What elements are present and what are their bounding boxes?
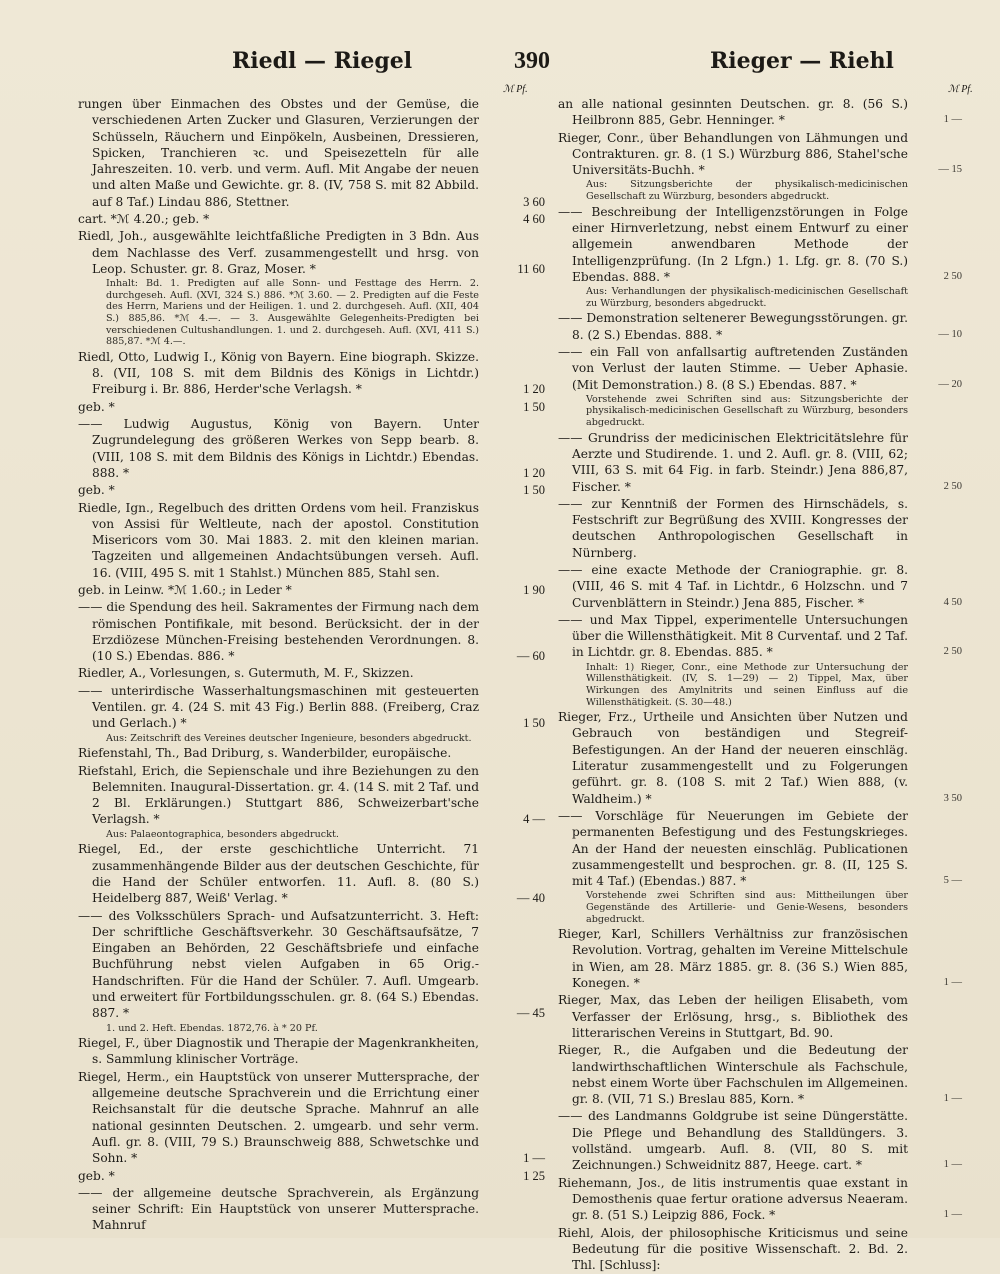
entry-note bbox=[558, 286, 958, 309]
entry-text: an alle national gesinnten Deutschen. gr. 8. (56 S.) Heilbronn 885, Gebr. Henninger. * bbox=[558, 97, 908, 128]
entry-text: —— unterirdische Wasserhaltungsmaschinen mit gesteuerten Ventilen. gr. 4. (24 S. mit 43 Fig.) Berlin 888. (Freiberg, Craz und Gerlach.) * bbox=[78, 683, 479, 731]
entry-note bbox=[78, 733, 545, 745]
entry-text: Riegel, F., über Diagnostik und Therapie der Magenkrankheiten, s. Sammlung klinischer Vorträge. bbox=[78, 1036, 479, 1067]
entry-text: Rieger, Frz., Urtheile und Ansichten über Nutzen und Gebrauch von beständigen und Stegreif-Befestigungen. An der Hand der neueren einschläg. Literatur zusammengestellt und zu Folgerungen geführt. gr. 8. (108 S. mit 2 Taf.) Wien 888, (v. Waldheim.) * bbox=[558, 710, 908, 806]
entry-text: Rieger, Karl, Schillers Verhältniss zur französischen Revolution. Vortrag, gehalten im Vereine Mittelschule in Wien, am 28. März 1885. gr. 8. (36 S.) Wien 885, Konegen. * bbox=[558, 927, 908, 991]
entry-text: Riedler, A., Vorlesungen, s. Gutermuth, M. F., Skizzen. bbox=[78, 666, 414, 681]
right-column bbox=[558, 86, 962, 1274]
entry-text: Riegel, Ed., der erste geschichtliche Unterricht. 71 zusammenhängende Bilder aus der deutschen Geschichte, für die Hand der Schüler entworfen. 11. Aufl. 8. (80 S.) Heidelberg 887, Weiß' Verlag. * bbox=[78, 842, 479, 906]
catalog-entry bbox=[558, 496, 958, 561]
entry-note bbox=[78, 1023, 545, 1035]
catalog-entry bbox=[78, 1035, 545, 1068]
entry-text: —— und Max Tippel, experimentelle Untersuchungen über die Willensthätigkeit. Mit 8 Curventaf. und 2 Taf. in Lichtdr. gr. 8. Ebendas. 885. * bbox=[558, 612, 908, 660]
catalog-entry bbox=[558, 96, 962, 129]
entry-price: 1 20 bbox=[523, 382, 545, 397]
entry-text: —— Ludwig Augustus, König von Bayern. Unter Zugrundelegung des größeren Werkes von Sepp bearb. 8. (VIII, 108 S. mit dem Bildnis des Königs in Lichtdr.) Ebendas. 888. * bbox=[78, 417, 479, 480]
entry-price: 1 50 bbox=[523, 483, 545, 498]
catalog-entry bbox=[558, 430, 962, 495]
entry-price: 2 50 bbox=[943, 646, 962, 658]
entry-note-text: Aus: Palaeontographica, besonders abgedruckt. bbox=[106, 828, 339, 840]
entry-price: 3 60 bbox=[523, 194, 545, 209]
entry-text: —— die Spendung des heil. Sakramentes der Firmung nach dem römischen Pontifikale, mit besond. Berücksicht. der in der Erzdiözese München-Freising bestehenden Verordnungen. 8. (10 S.) Ebendas. 886. * bbox=[78, 600, 479, 664]
entry-text: —— zur Kenntniß der Formen des Hirnschädels, s. Festschrift zur Begrüßung des XVIII. Kongresses der deutschen Anthropologischen Gesellschaft in Nürnberg. bbox=[558, 496, 908, 560]
running-header-left: Riedl — Riegel bbox=[232, 48, 413, 74]
page-number: 390 bbox=[514, 48, 550, 74]
catalog-entry bbox=[78, 582, 545, 598]
catalog-entry bbox=[558, 310, 962, 343]
entry-note-text: Aus: Zeitschrift des Vereines deutscher Ingenieure, besonders abgedruckt. bbox=[106, 732, 472, 744]
catalog-entry bbox=[78, 683, 545, 732]
entry-text: —— des Volksschülers Sprach- und Aufsatzunterricht. 3. Heft: Der schriftliche Geschäftsverkehr. 30 Geschäftsaufsätze, 7 Eingaben an Behörden, 22 Geschäftsbriefe und einfache Buchführung nebst vielen Aufgaben in 65 Orig.-Handschriften. Für die Hand der Schüler. 7. Aufl. Umgearb. und erweitert für Fortbildungsschulen. gr. 8. (64 S.) Ebendas. 887. * bbox=[78, 908, 479, 1021]
entry-text: rungen über Einmachen des Obstes und der Gemüse, die verschiedenen Arten Zucker und Glasuren, Verzierungen der Schüsseln, Räuchern und Einpökeln, Ausbeinen, Dressieren, Spicken, Tranchieren ꝛc. und Speisezetteln für alle Jahreszeiten. 10. verb. und verm. Aufl. Mit Angabe der neuen und alten Maße und Gewichte. gr. 8. (IV, 758 S. mit 82 Abbild. auf 8 Taf.) Lindau 886, Stettner. bbox=[78, 97, 479, 209]
catalog-entry bbox=[78, 482, 545, 498]
catalog-entry bbox=[78, 745, 545, 761]
entry-note-text: Vorstehende zwei Schriften sind aus: Mittheilungen über Gegenstände des Artillerie- und Genie-Wesens, besonders abgedruckt. bbox=[586, 890, 908, 925]
catalog-entry bbox=[78, 1069, 545, 1167]
entry-note bbox=[78, 829, 545, 841]
entry-price: 1 — bbox=[523, 1151, 545, 1166]
catalog-entry bbox=[558, 926, 962, 991]
entry-text: —— eine exacte Methode der Craniographie. gr. 8. (VIII, 46 S. mit 4 Taf. in Lichtdr., 6 Holzschn. und 7 Curvenblättern in Steindr.) Jena 885, Fischer. * bbox=[558, 562, 908, 610]
entry-price: 1 90 bbox=[523, 582, 545, 597]
entry-note bbox=[558, 890, 958, 925]
entry-text: Rieger, Max, das Leben der heiligen Elisabeth, vom Verfasser der Erlösung, hrsg., s. Bibliothek des litterarischen Vereins in Stuttgart, Bd. 90. bbox=[558, 993, 908, 1040]
entry-text: —— des Landmanns Goldgrube ist seine Düngerstätte. Die Pflege und Behandlung des Stalldüngers. 3. vollständ. umgearb. Aufl. 8. (VII, 80 S. mit Zeichnungen.) Schweidnitz 887, Heege. cart. * bbox=[558, 1109, 908, 1173]
catalog-entry bbox=[78, 349, 545, 398]
catalog-entry bbox=[78, 1185, 545, 1234]
catalog-entry bbox=[558, 344, 962, 393]
entry-text: —— der allgemeine deutsche Sprachverein, als Ergänzung seiner Schrift: Ein Hauptstück von unserer Muttersprache. Mahnruf bbox=[78, 1185, 479, 1233]
entry-price: 2 50 bbox=[943, 270, 962, 282]
entry-price: 1 25 bbox=[523, 1168, 545, 1183]
entry-text: cart. *ℳ 4.20.; geb. * bbox=[78, 212, 210, 227]
catalog-entry bbox=[78, 96, 545, 210]
entry-text: Riedl, Joh., ausgewählte leichtfaßliche Predigten in 3 Bdn. Aus dem Nachlasse des Verf. zusammengestellt und hrsg. von Leop. Schuster. gr. 8. Graz, Moser. * bbox=[78, 229, 479, 276]
catalog-entry bbox=[558, 612, 962, 661]
catalog-entry bbox=[78, 841, 545, 906]
entry-price: — 10 bbox=[938, 328, 962, 340]
entry-price: — 45 bbox=[516, 1006, 545, 1021]
entry-text: geb. * bbox=[78, 1168, 115, 1183]
catalog-entry bbox=[558, 1042, 962, 1107]
entry-price: — 15 bbox=[938, 164, 962, 176]
entry-text: geb. * bbox=[78, 483, 115, 498]
entry-text: —— Vorschläge für Neuerungen im Gebiete der permanenten Befestigung und des Festungskrieges. An der Hand der neuesten einschläg. Publicationen zusammengestellt und besprochen. gr. 8. (II, 125 S. mit 4 Taf.) (Ebendas.) 887. * bbox=[558, 808, 908, 889]
left-column bbox=[78, 86, 545, 1235]
catalog-entry bbox=[558, 709, 962, 807]
entry-price: 4 — bbox=[523, 812, 545, 827]
entry-price: 3 50 bbox=[943, 792, 962, 804]
entry-note-text: Aus: Verhandlungen der physikalisch-medicinischen Gesellschaft zu Würzburg, besonders abgedruckt. bbox=[586, 286, 908, 309]
entry-text: Riegel, Herm., ein Hauptstück von unserer Muttersprache, der allgemeine deutsche Sprachverein und die Errichtung einer Reichsanstalt für die deutsche Sprache. Mahnruf an alle national gesinnten Deutschen. 2. umgearb. und sehr verm. Aufl. gr. 8. (VIII, 79 S.) Braunschweig 888, Schwetschke und Sohn. * bbox=[78, 1069, 479, 1166]
catalog-entry bbox=[558, 130, 962, 179]
entry-price: 1 20 bbox=[523, 465, 545, 480]
entry-text: —— Demonstration seltenerer Bewegungsstörungen. gr. 8. (2 S.) Ebendas. 888. * bbox=[558, 311, 908, 342]
entry-text: Rieger, Conr., über Behandlungen von Lähmungen und Contrakturen. gr. 8. (1 S.) Würzburg 886, Stahel'sche Universitäts-Buchh. * bbox=[558, 130, 908, 178]
entry-note bbox=[558, 179, 958, 202]
entry-price: 2 50 bbox=[943, 480, 962, 492]
entry-price: 4 50 bbox=[943, 596, 962, 608]
entry-price: 1 — bbox=[943, 114, 962, 126]
entry-price: — 40 bbox=[516, 891, 545, 906]
running-header-right: Rieger — Riehl bbox=[710, 48, 894, 74]
entry-text: Rieger, R., die Aufgaben und die Bedeutung der landwirthschaftlichen Winterschule als Fachschule, nebst einem Worte über Fachschulen im Allgemeinen. gr. 8. (VII, 71 S.) Breslau 885, Korn. * bbox=[558, 1043, 908, 1107]
currency-heading-right: ℳ Pf. bbox=[948, 84, 973, 95]
catalog-entry bbox=[78, 228, 545, 277]
catalog-entry bbox=[78, 599, 545, 664]
entry-text: —— ein Fall von anfallsartig auftretenden Zuständen von Verlust der lauten Stimme. — Ueber Aphasie. (Mit Demonstration.) 8. (8 S.) Ebendas. 887. * bbox=[558, 344, 908, 392]
left-entries bbox=[78, 96, 545, 1234]
entry-text: —— Grundriss der medicinischen Elektricitätslehre für Aerzte und Studirende. 1. und 2. Aufl. gr. 8. (VIII, 62; VIII, 63 S. mit 64 Fig. in farb. Steindr.) Jena 886,87, Fischer. * bbox=[558, 430, 908, 494]
entry-note-text: Inhalt: 1) Rieger, Conr., eine Methode zur Untersuchung der Willensthätigkeit. (IV, S. 1—29) — 2) Tippel, Max, über Wirkungen des Amylnitrits und seinen Einfluss auf die Willensthätigkeit. (S. 30—48.) bbox=[586, 661, 908, 708]
entry-note-text: Inhalt: Bd. 1. Predigten auf alle Sonn- und Festtage des Herrn. 2. durchgeseh. Aufl. (XVI, 324 S.) 886. *ℳ 3.60. — 2. Predigten auf die Feste des Herrn, Mariens und der Heiligen. 1. und 2. durchgeseh. Aufl. (XII, 404 S.) 885,86. *ℳ 4.—. — 3. Ausgewählte Gelegenheits-Predigten bei verschiedenen Cultushandlungen. 1. und 2. durchgeseh. Aufl. (XVI, 411 S.) 885,87. *ℳ 4.—. bbox=[106, 278, 479, 348]
entry-price: 1 50 bbox=[523, 716, 545, 731]
catalog-entry bbox=[78, 908, 545, 1022]
entry-text: geb. in Leinw. *ℳ 1.60.; in Leder * bbox=[78, 582, 292, 597]
catalog-entry bbox=[78, 399, 545, 415]
entry-text: Riehl, Alois, der philosophische Kriticismus und seine Bedeutung für die positive Wissenschaft. 2. Bd. 2. Thl. [Schluss]: bbox=[558, 1225, 908, 1273]
catalog-entry bbox=[558, 992, 958, 1041]
catalog-entry bbox=[558, 1108, 962, 1173]
entry-note bbox=[558, 662, 958, 708]
entry-note bbox=[78, 278, 545, 348]
catalog-entry bbox=[558, 204, 962, 285]
entry-price: 1 — bbox=[943, 1159, 962, 1171]
entry-text: Riedl, Otto, Ludwig I., König von Bayern. Eine biograph. Skizze. 8. (VII, 108 S. mit dem Bildnis des Königs in Lichtdr.) Freiburg i. Br. 886, Herder'sche Verlagsh. * bbox=[78, 349, 479, 397]
entry-price: — 60 bbox=[516, 649, 545, 664]
entry-price: 11 60 bbox=[517, 261, 545, 276]
catalog-entry bbox=[558, 1175, 962, 1224]
catalog-entry bbox=[78, 211, 545, 227]
catalog-entry bbox=[78, 1168, 545, 1184]
entry-price: 1 — bbox=[943, 1093, 962, 1105]
entry-text: Riefstahl, Erich, die Sepienschale und ihre Beziehungen zu den Belemniten. Inaugural-Dissertation. gr. 4. (14 S. mit 2 Taf. und 2 Bl. Erklärungen.) Stuttgart 886, Schweizerbart'sche Verlagsh. * bbox=[78, 763, 479, 827]
entry-price: 5 — bbox=[943, 875, 962, 887]
entry-price: 4 60 bbox=[523, 212, 545, 227]
catalog-entry bbox=[558, 1225, 958, 1274]
catalog-entry bbox=[558, 562, 962, 611]
entry-note-text: Vorstehende zwei Schriften sind aus: Sitzungsberichte der physikalisch-medicinischen Gesellschaft zu Würzburg, besonders abgedruckt. bbox=[586, 393, 908, 429]
entry-price: — 20 bbox=[938, 378, 962, 390]
entry-price: 1 — bbox=[943, 977, 962, 989]
entry-text: Riedle, Ign., Regelbuch des dritten Ordens vom heil. Franziskus von Assisi für Weltleute, nach der apostol. Constitution Misericors vom 30. Mai 1883. 2. mit den kleinen marian. Tagzeiten und allgemeinen Andachtsübungen verseh. Aufl. 16. (VIII, 495 S. mit 1 Stahlst.) München 885, Stahl sen. bbox=[78, 500, 479, 580]
catalog-entry bbox=[558, 808, 962, 889]
catalog-entry bbox=[78, 416, 545, 481]
entry-price: 1 50 bbox=[523, 399, 545, 414]
entry-note-text: 1. und 2. Heft. Ebendas. 1872,76. à * 20 Pf. bbox=[106, 1022, 318, 1034]
entry-text: Riehemann, Jos., de litis instrumentis quae exstant in Demosthenis quae fertur oratione adversus Neaeram. gr. 8. (51 S.) Leipzig 886, Fock. * bbox=[558, 1175, 908, 1223]
entry-text: —— Beschreibung der Intelligenzstörungen in Folge einer Hirnverletzung, nebst einem Entwurf zu einer allgemein anwendbaren Methode der Intelligenzprüfung. (In 2 Lfgn.) 1. Lfg. gr. 8. (70 S.) Ebendas. 888. * bbox=[558, 204, 908, 284]
currency-heading-left: ℳ Pf. bbox=[503, 84, 528, 95]
catalog-entry bbox=[78, 665, 545, 681]
entry-note bbox=[558, 394, 958, 429]
catalog-entry bbox=[78, 500, 545, 581]
catalog-entry bbox=[78, 763, 545, 828]
entry-text: Riefenstahl, Th., Bad Driburg, s. Wanderbilder, europäische. bbox=[78, 746, 452, 761]
entry-text: geb. * bbox=[78, 399, 115, 414]
right-entries bbox=[558, 96, 962, 1273]
entry-price: 1 — bbox=[943, 1209, 962, 1221]
entry-note-text: Aus: Sitzungsberichte der physikalisch-medicinischen Gesellschaft zu Würzburg, besonders abgedruckt. bbox=[586, 179, 908, 203]
